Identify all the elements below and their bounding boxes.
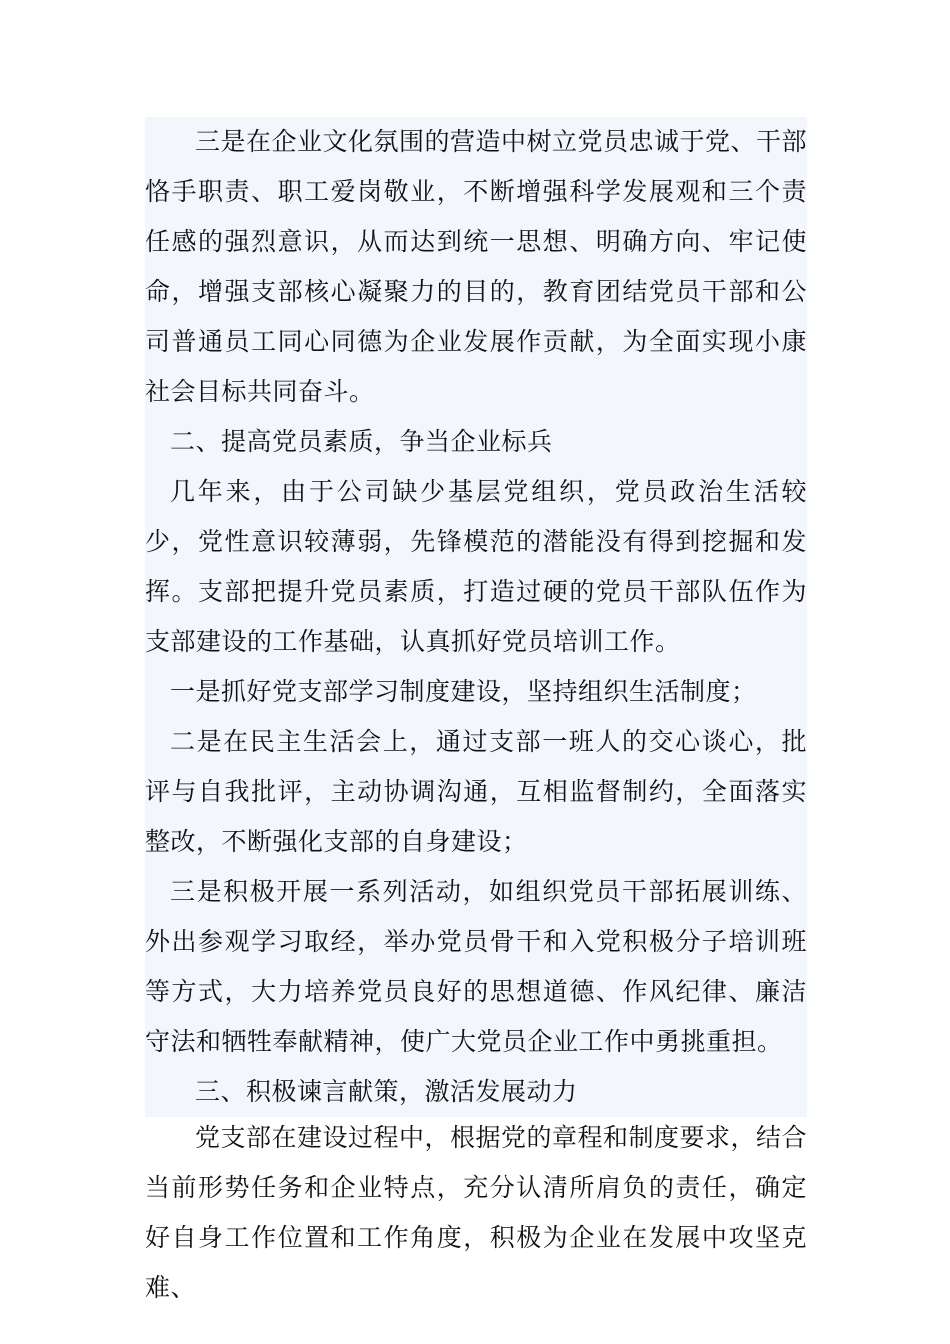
- section-heading-2: 二、提高党员素质，争当企业标兵: [170, 427, 553, 456]
- paragraph-culture: 三是在企业文化氛围的营造中树立党员忠诚于党、干部恪手职责、职工爱岗敬业，不断增强科学发展观和三个责任感的强烈意识，从而达到统一思想、明确方向、牢记使命，增强支部核心凝聚力的目的，教育团结党员干部和公司普通员工同心同德为企业发展作贡献，为全面实现小康社会目标共同奋斗。: [145, 127, 808, 406]
- paragraph-item-2: 二是在民主生活会上，通过支部一班人的交心谈心，批评与自我批评，主动协调沟通，互相监督制约，全面落实整改，不断强化支部的自身建设；: [145, 727, 807, 856]
- paragraph-item-1: 一是抓好党支部学习制度建设，坚持组织生活制度；: [170, 677, 757, 706]
- section-heading-3: 三、积极谏言献策，激活发展动力: [195, 1077, 578, 1106]
- paragraph-item-3: 三是积极开展一系列活动，如组织党员干部拓展训练、外出参观学习取经，举办党员骨干和入党积极分子培训班等方式，大力培养党员良好的思想道德、作风纪律、廉洁守法和牺牲奉献精神，使广大党员企业工作中勇挑重担。: [145, 877, 807, 1056]
- paragraph-party-branch: 党支部在建设过程中，根据党的章程和制度要求，结合当前形势任务和企业特点，充分认清所肩负的责任，确定好自身工作位置和工作角度，积极为企业在发展中攻坚克难、: [145, 1123, 808, 1302]
- highlighted-text-block: [145, 117, 807, 1117]
- paragraph-background: 几年来，由于公司缺少基层党组织，党员政治生活较少，党性意识较薄弱，先锋模范的潜能没有得到挖掘和发挥。支部把提升党员素质，打造过硬的党员干部队伍作为支部建设的工作基础，认真抓好党员培训工作。: [145, 477, 807, 656]
- plain-text-block: [145, 1113, 807, 1313]
